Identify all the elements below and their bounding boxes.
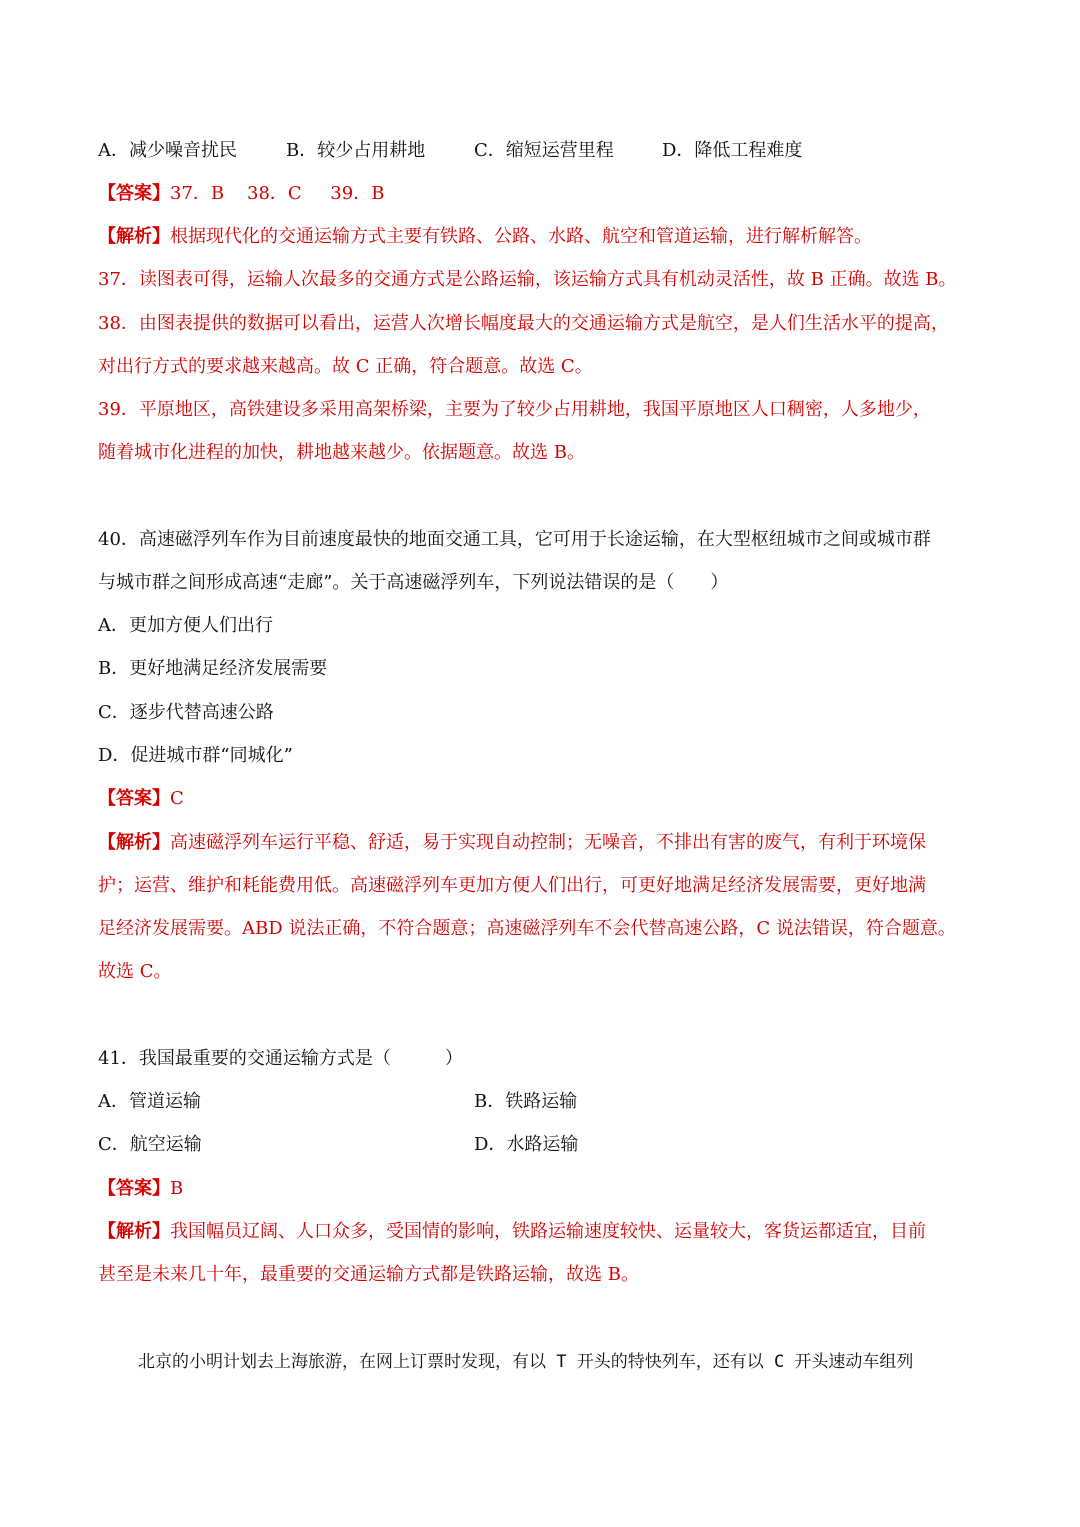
- q40-analysis-line3: 足经济发展需要。ABD 说法正确，不符合题意；高速磁浮列车不会代替高速公路，C 说法错误，符合题意。: [98, 918, 956, 939]
- analysis-tag: 【解析】: [98, 226, 170, 247]
- analysis-q38-line2: 对出行方式的要求越来越高。故 C 正确，符合题意。故选 C。: [98, 356, 593, 377]
- q40-option-c: C．逐步代替高速公路: [98, 702, 274, 723]
- q40-analysis-line2: 护；运营、维护和耗能费用低。高速磁浮列车更加方便人们出行，可更好地满足经济发展需要，更好地满: [98, 875, 926, 896]
- q41-option-c: C．航空运输: [98, 1134, 202, 1155]
- q40-analysis-line4: 故选 C。: [98, 961, 172, 982]
- analysis-q39-line1: 39．平原地区，高铁建设多采用高架桥梁，主要为了较少占用耕地，我国平原地区人口稠密，人多地少，: [98, 399, 931, 420]
- q39-option-b: B．较少占用耕地: [286, 140, 426, 161]
- q40-stem-line1: 40．高速磁浮列车作为目前速度最快的地面交通工具，它可用于长途运输，在大型枢纽城市之间或城市群: [98, 529, 931, 550]
- q41-analysis-line1: [98, 1220, 926, 1244]
- answer-value: C: [170, 788, 184, 809]
- q39-option-d: D．降低工程难度: [662, 140, 803, 161]
- analysis-intro: 根据现代化的交通运输方式主要有铁路、公路、水路、航空和管道运输，进行解析解答。: [170, 226, 872, 247]
- passage-line1: 北京的小明计划去上海旅游，在网上订票时发现，有以 T 开头的特快列车，还有以 C 开头速动车组列: [138, 1352, 914, 1372]
- analysis-q37: 37．读图表可得，运输人次最多的交通方式是公路运输，该运输方式具有机动灵活性，故 B 正确。故选 B。: [98, 269, 957, 290]
- analysis-tag: 【解析】: [98, 1221, 170, 1242]
- analysis-intro-line: [98, 225, 872, 249]
- q40-answer: [98, 787, 184, 811]
- answer-value: B: [170, 1178, 184, 1199]
- q41-option-d: D．水路运输: [474, 1134, 579, 1155]
- q41-option-b: B．铁路运输: [474, 1091, 578, 1112]
- q40-option-b: B．更好地满足经济发展需要: [98, 658, 328, 679]
- analysis-q39-line2: 随着城市化进程的加快，耕地越来越少。依据题意。故选 B。: [98, 442, 585, 463]
- q39-option-c: C．缩短运营里程: [474, 140, 614, 161]
- analysis-text: 我国幅员辽阔、人口众多，受国情的影响，铁路运输速度较快、运量较大，客货运都适宜，目前: [170, 1221, 926, 1242]
- q41-option-a: A．管道运输: [98, 1091, 201, 1112]
- analysis-tag: 【解析】: [98, 832, 170, 853]
- analysis-q38-line1: 38．由图表提供的数据可以看出，运营人次增长幅度最大的交通运输方式是航空，是人们生活水平的提高，: [98, 313, 949, 334]
- answer-tag: 【答案】: [98, 788, 170, 809]
- answer-text: 37．B 38．C 39．B: [170, 183, 385, 204]
- q41-answer: [98, 1177, 183, 1201]
- answer-tag: 【答案】: [98, 1178, 170, 1199]
- q39-option-a: A．减少噪音扰民: [98, 140, 237, 161]
- q41-analysis-line2: 甚至是未来几十年，最重要的交通运输方式都是铁路运输，故选 B。: [98, 1264, 639, 1285]
- q41-stem: 41．我国最重要的交通运输方式是（ ）: [98, 1048, 463, 1069]
- q40-option-a: A．更加方便人们出行: [98, 615, 273, 636]
- answer-tag: 【答案】: [98, 183, 170, 204]
- q40-analysis-line1: [98, 831, 926, 855]
- q40-option-d: D．促进城市群“同城化”: [98, 745, 293, 766]
- analysis-text: 高速磁浮列车运行平稳、舒适，易于实现自动控制；无噪音，不排出有害的废气，有利于环境保: [170, 832, 926, 853]
- answer-line-37-39: [98, 182, 384, 206]
- q40-stem-line2: 与城市群之间形成高速“走廊”。关于高速磁浮列车，下列说法错误的是（ ）: [98, 572, 729, 593]
